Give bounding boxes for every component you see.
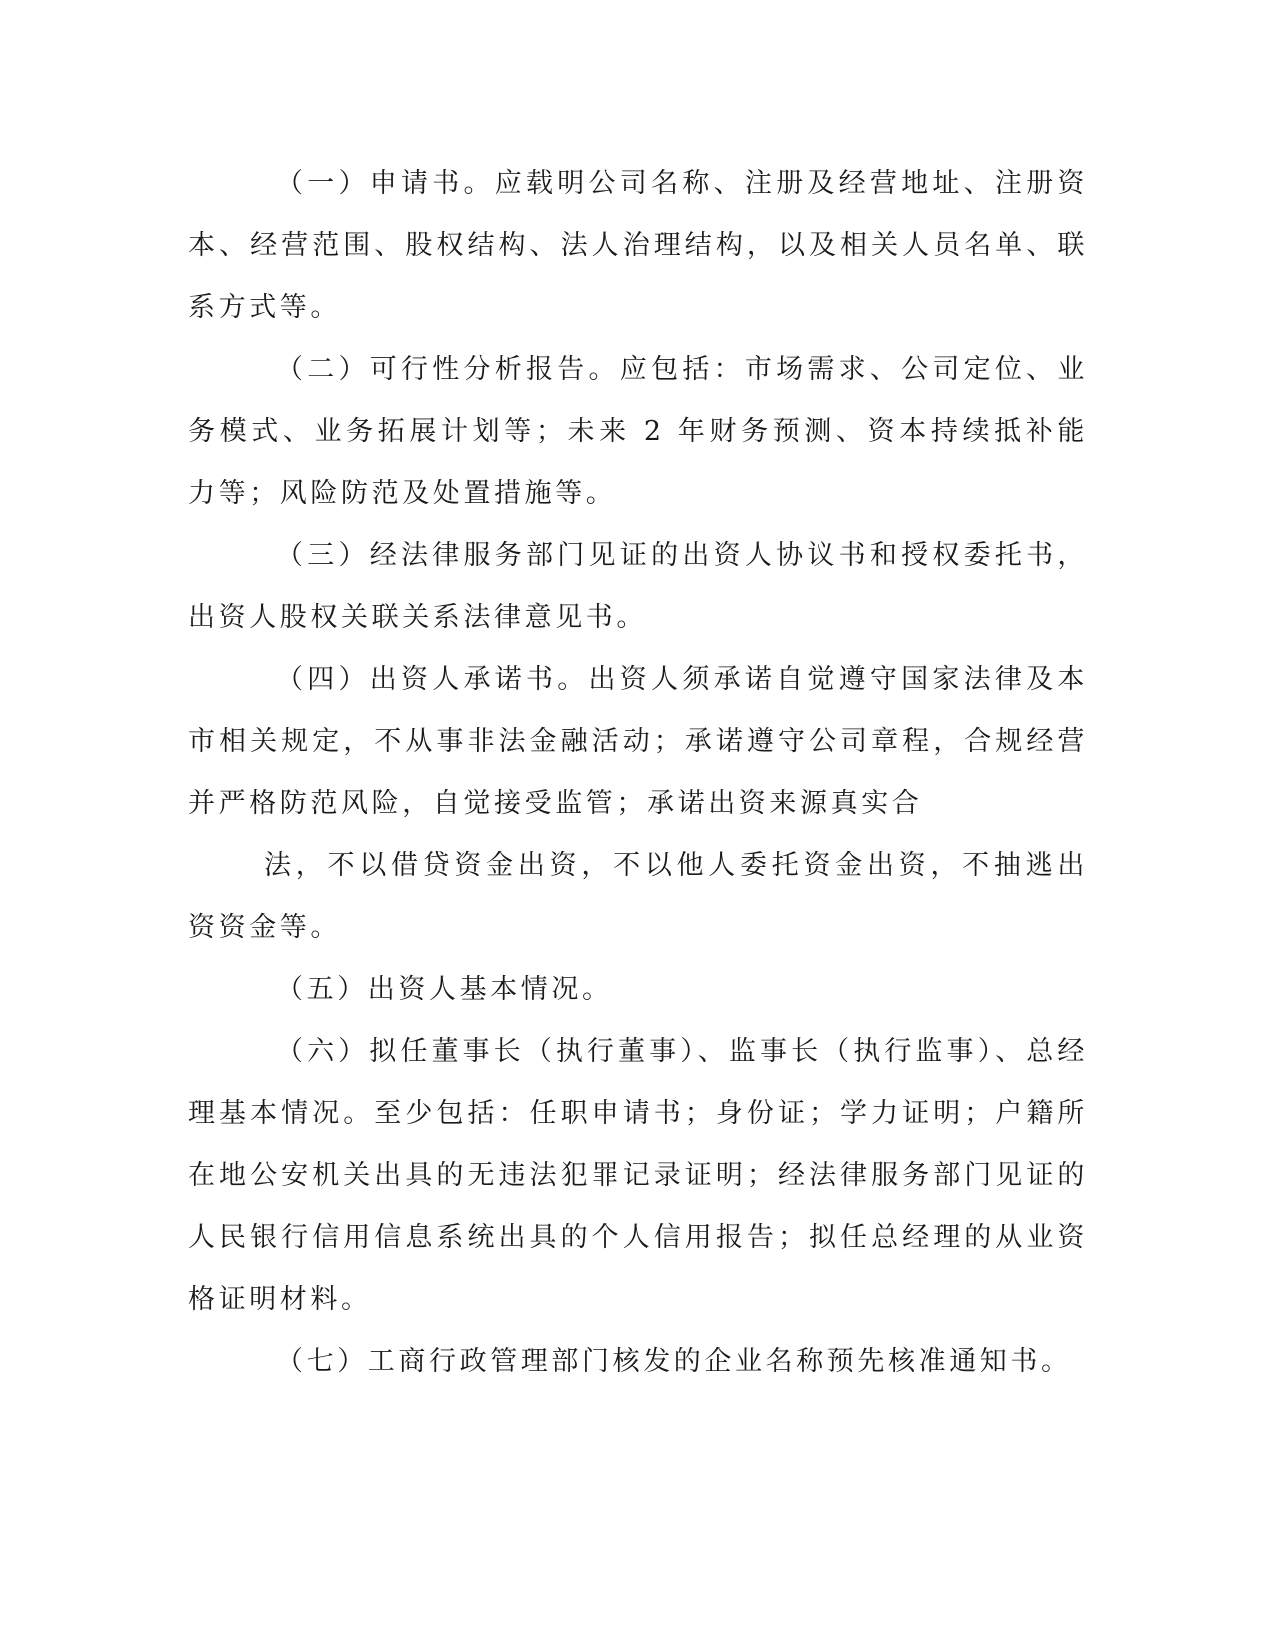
paragraph-name-approval-notice: （七）工商行政管理部门核发的企业名称预先核准通知书。 (276, 1346, 1072, 1377)
paragraph-investor-commitment: （四）出资人承诺书。出资人须承诺自觉遵守国家法律及本市相关规定，不从事非法金融活动；承诺遵守公司章程，合规经营并严格防范风险，自觉接受监管；承诺出资来源真实合 (188, 664, 1088, 819)
paragraph-investor-agreement: （三）经法律服务部门见证的出资人协议书和授权委托书，出资人股权关联关系法律意见书。 (188, 540, 1088, 633)
paragraph-executive-info: （六）拟任董事长（执行董事）、监事长（执行监事）、总经理基本情况。至少包括：任职申请书；身份证；学力证明；户籍所在地公安机关出具的无违法犯罪记录证明；经法律服务部门见证的人民银行信用信息系统出具的个人信用报告；拟任总经理的从业资格证明材料。 (188, 1036, 1088, 1315)
paragraph-application-letter: （一）申请书。应载明公司名称、注册及经营地址、注册资本、经营范围、股权结构、法人治理结构，以及相关人员名单、联系方式等。 (188, 168, 1088, 323)
paragraph-investor-basic-info: （五）出资人基本情况。 (276, 974, 613, 1005)
document-body (188, 153, 1088, 1393)
paragraph-feasibility-report: （二）可行性分析报告。应包括：市场需求、公司定位、业务模式、业务拓展计划等；未来 2 年财务预测、资本持续抵补能力等；风险防范及处置措施等。 (188, 354, 1088, 509)
paragraph-commitment-continued: 法，不以借贷资金出资，不以他人委托资金出资，不抽逃出资资金等。 (188, 850, 1088, 943)
